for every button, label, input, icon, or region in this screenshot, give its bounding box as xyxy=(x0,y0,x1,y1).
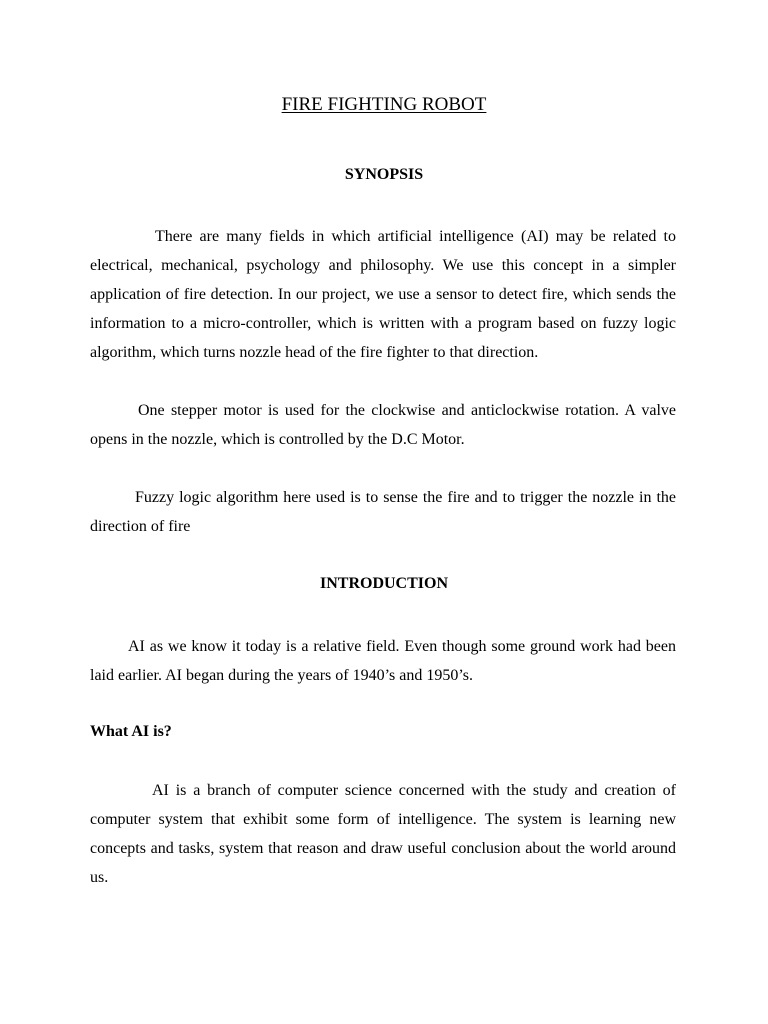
document-title: FIRE FIGHTING ROBOT xyxy=(281,94,487,115)
synopsis-paragraph: Fuzzy logic algorithm here used is to sense the fire and to trigger the nozzle in the direction of fire xyxy=(90,489,676,535)
introduction-heading: INTRODUCTION xyxy=(319,575,448,592)
synopsis-paragraph: One stepper motor is used for the clockwise and anticlockwise rotation. A valve opens in the nozzle, which is controlled by the D.C Motor. xyxy=(90,402,676,448)
what-ai-is-paragraph: AI is a branch of computer science concerned with the study and creation of computer system that exhibit some form of intelligence. The system is learning new concepts and tasks, system that reason and draw useful conclusion about the world around us. xyxy=(90,782,676,886)
introduction-paragraph: AI as we know it today is a relative field. Even though some ground work had been laid earlier. AI began during the years of 1940’s and 1950’s. xyxy=(90,638,676,684)
what-ai-is-heading: What AI is? xyxy=(90,723,172,740)
synopsis-heading: SYNOPSIS xyxy=(344,166,424,183)
synopsis-paragraph: There are many fields in which artificial intelligence (AI) may be related to electrical, mechanical, psychology and philosophy. We use this concept in a simpler application of fire detection. In our project, we use a sensor to detect fire, which sends the information to a micro-controller, which is written with a program based on fuzzy logic algorithm, which turns nozzle head of the fire fighter to that direction. xyxy=(90,228,676,361)
